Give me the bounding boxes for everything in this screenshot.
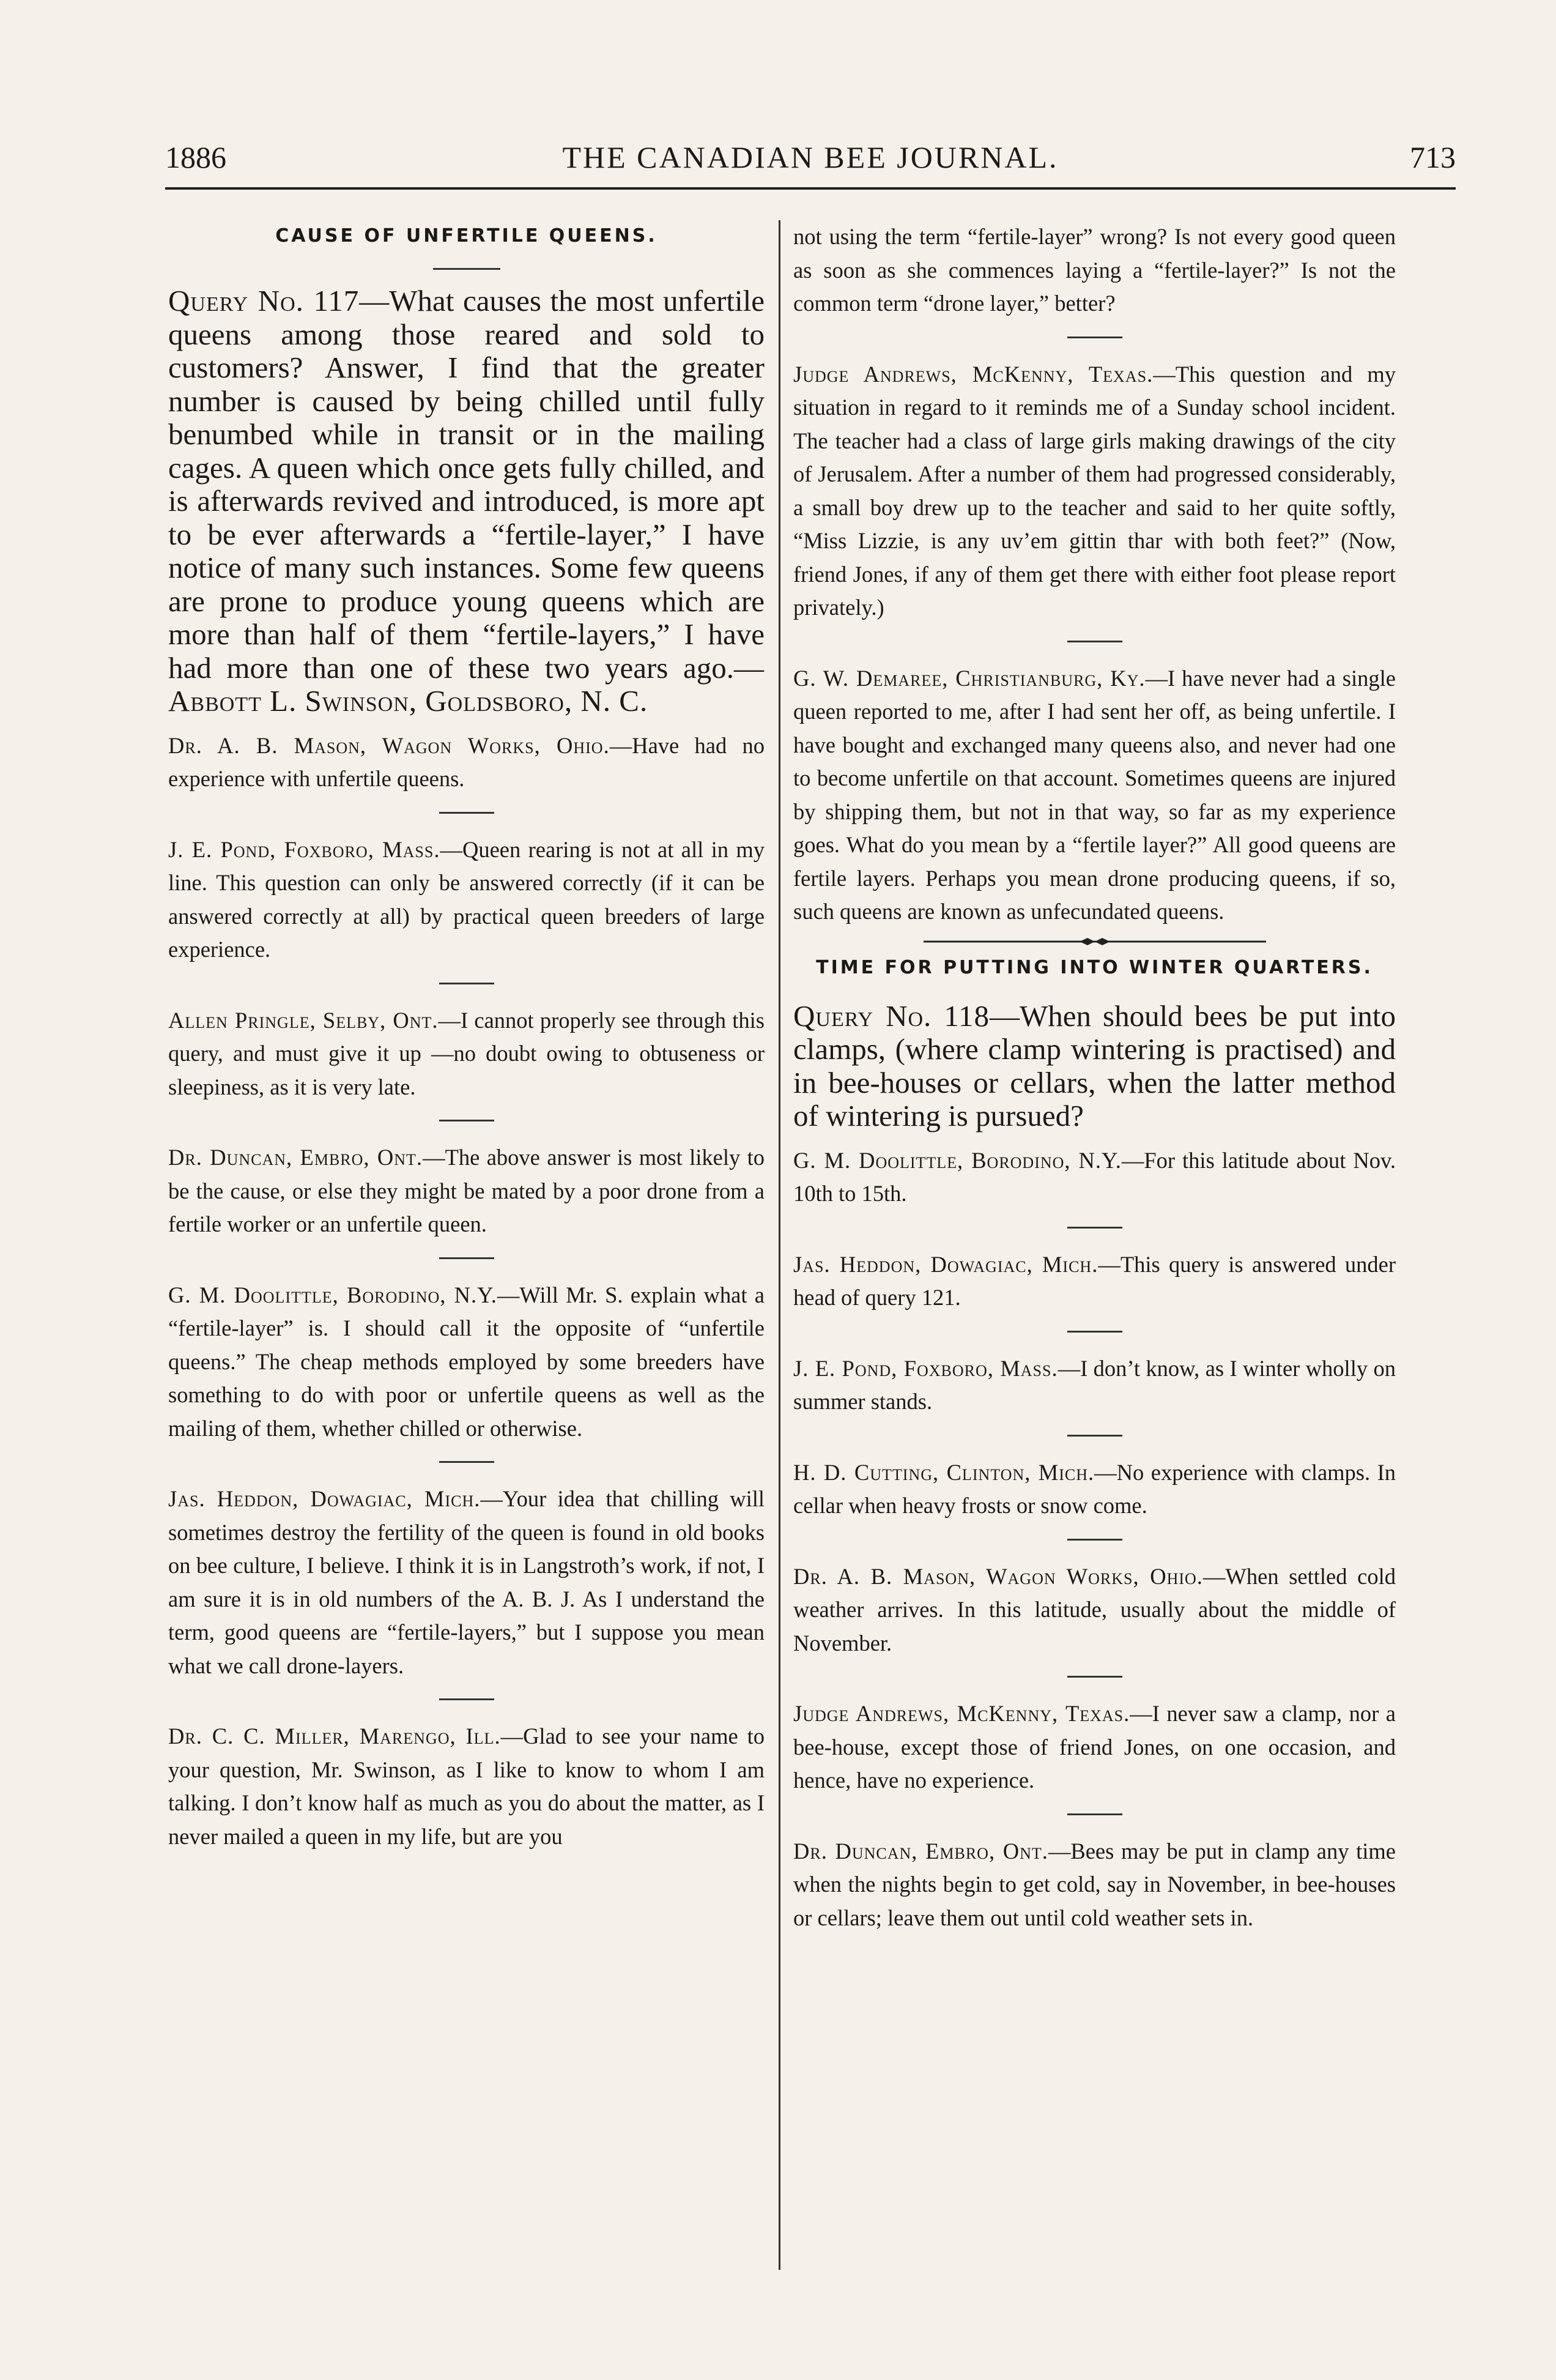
answer-text: —This query is answered under head of query 121. — [793, 1251, 1396, 1310]
answer-author: J. E. Pond, Foxboro, Mass. — [793, 1355, 1058, 1381]
query-label: Query No. 117 — [168, 284, 360, 318]
answer-andrews-117 — [793, 358, 1396, 625]
answer-author: G. M. Doolittle, Borodino, N.Y. — [168, 1282, 497, 1307]
journal-title: THE CANADIAN BEE JOURNAL. — [562, 140, 1059, 174]
query-text: —What causes the most unfertile queens among those reared and sold to customers? Answer, I find that the greater number is caused by being chilled until fully benumbed while in transit or in the mailing cages. A queen which once gets fully chilled, and is afterwards revived and introduced, is more apt to be ever afterwards a “fertile-layer,” I have notice of many such instances. Some few queens are prone to produce young queens which are more than half of them “fertile-layers,” I have had more than one of these two years ago. — [168, 284, 765, 685]
answer-author: Jas. Heddon, Dowagiac, Mich. — [793, 1251, 1098, 1277]
answer-text: —Queen rearing is not at all in my line. This question can only be answered correctly (if it can be answered correctly at all) by practical queen breeders of large experience. — [168, 836, 765, 962]
separator-rule — [1067, 1227, 1122, 1229]
separator-rule — [439, 1120, 494, 1121]
separator-rule — [1067, 1676, 1122, 1678]
separator-rule — [439, 1257, 494, 1259]
answer-duncan-118 — [793, 1835, 1396, 1935]
answer-pond — [168, 833, 765, 967]
answer-author: Dr. A. B. Mason, Wagon Works, Ohio. — [793, 1563, 1203, 1589]
answer-text: —I don’t know, as I winter wholly on summer stands. — [793, 1355, 1396, 1414]
answer-author: Dr. C. C. Miller, Marengo, Ill. — [168, 1724, 501, 1749]
answer-andrews-118 — [793, 1697, 1396, 1798]
answer-duncan — [168, 1141, 765, 1241]
answer-pond-118 — [793, 1352, 1396, 1419]
separator-rule — [1067, 1331, 1122, 1333]
separator-rule — [1067, 1435, 1122, 1437]
column-divider — [779, 220, 780, 2270]
answer-text: —For this latitude about Nov. 10th to 15th. — [793, 1147, 1396, 1206]
answer-text: —The above answer is most likely to be the cause, or else they might be mated by a poor drone from a fertile worker or an unfertile queen. — [168, 1145, 765, 1236]
answer-text: —Glad to see your name to your question, Mr. Swinson, as I like to know to whom I am talking. I don’t know half as much as you do about the matter, as I never mailed a queen in my life, but are you — [168, 1724, 765, 1849]
answer-author: Dr. Duncan, Embro, Ont. — [168, 1145, 423, 1170]
separator-rule — [1067, 1539, 1122, 1541]
page-number: 713 — [1410, 140, 1456, 174]
answer-author: Judge Andrews, McKenny, Texas. — [793, 1701, 1130, 1726]
header-year: 1886 — [165, 140, 226, 174]
answer-author: Allen Pringle, Selby, Ont. — [168, 1007, 439, 1033]
answer-doolittle — [168, 1279, 765, 1446]
answer-author: Judge Andrews, McKenny, Texas. — [793, 361, 1154, 387]
miller-continuation: not using the term “fertile-layer” wrong? Is not every good queen as soon as she commences laying a “fertile-layer?” Is not the common term “drone layer,” better? — [793, 224, 1396, 316]
separator-rule — [439, 983, 494, 984]
query-signature: —Abbott L. Swinson, Goldsboro, N. C. — [168, 650, 765, 718]
answer-author: G. W. Demaree, Christianburg, Ky. — [793, 665, 1146, 691]
answer-heddon — [168, 1482, 765, 1683]
answer-text: —No experience with clamps. In cellar when heavy frosts or snow come. — [793, 1459, 1396, 1518]
answer-author: Jas. Heddon, Dowagiac, Mich. — [168, 1486, 481, 1511]
query-118 — [793, 1000, 1396, 1133]
answer-author: Dr. Duncan, Embro, Ont. — [793, 1838, 1048, 1864]
section-title-unfertile-queens: CAUSE OF UNFERTILE QUEENS. — [275, 225, 658, 247]
answer-text: —Will Mr. S. explain what a “fertile-layer” is. I should call it the opposite of “unfertile queens.” The cheap methods employed by some breeders have something to do with poor or unfertile queens as well as the mailing of them, whether chilled or otherwise. — [168, 1282, 765, 1441]
answer-demaree — [793, 662, 1396, 929]
answer-miller — [168, 1720, 765, 1853]
answer-text: —I never saw a clamp, nor a bee-house, except those of friend Jones, on one occasion, and hence, have no experience. — [793, 1701, 1396, 1793]
answer-text: —Have had no experience with unfertile queens. — [168, 732, 765, 791]
answer-text: —This question and my situation in regard to it reminds me of a Sunday school incident. The teacher had a class of large girls making drawings of the city of Jerusalem. After a number of them had progressed considerably, a small boy drew up to the teacher and said to her quite softly, “Miss Lizzie, is any uv’em gittin thar with both feet?” (Now, friend Jones, if any of them get there with either foot please report privately.) — [793, 361, 1396, 620]
query-117 — [168, 284, 765, 718]
answer-text: —When settled cold weather arrives. In this latitude, usually about the middle of November. — [793, 1563, 1396, 1656]
left-column — [168, 208, 765, 1853]
query-text: —When should bees be put into clamps, (where clamp wintering is practised) and in bee-houses or cellars, when the latter method of wintering is pursued? — [793, 998, 1396, 1132]
separator-rule — [439, 812, 494, 814]
separator-rule — [1067, 641, 1122, 642]
running-head — [165, 139, 1456, 182]
right-column — [793, 208, 1396, 1935]
answer-mason-118 — [793, 1560, 1396, 1660]
separator-rule — [439, 1461, 494, 1463]
separator-rule — [439, 1698, 494, 1700]
answer-text: —I cannot properly see through this query, and must give it up —no doubt owing to obtuseness or sleepiness, as it is very late. — [168, 1007, 765, 1099]
ornamental-rule — [924, 936, 1266, 947]
separator-rule — [1067, 337, 1122, 338]
answer-author: H. D. Cutting, Clinton, Mich. — [793, 1459, 1095, 1485]
answer-cutting-118 — [793, 1456, 1396, 1523]
section-title-winter-quarters: TIME FOR PUTTING INTO WINTER QUARTERS. — [816, 956, 1373, 978]
answer-author: J. E. Pond, Foxboro, Mass. — [168, 836, 440, 862]
answer-mason — [168, 729, 765, 796]
section-rule — [433, 268, 500, 270]
answer-pringle — [168, 1004, 765, 1104]
header-rule — [165, 187, 1456, 190]
answer-text: —I have never had a single queen reported to me, after I had sent her off, as being unfertile. I have bought and exchanged many queens also, and never had one to become unfertile on that account. Sometimes queens are injured by shipping them, but not in that way, so far as my experience goes. What do you mean by a “fertile layer?” All good queens are fertile layers. Perhaps you mean drone producing queens, if so, such queens are known as unfecundated queens. — [793, 665, 1396, 924]
answer-heddon-118 — [793, 1248, 1396, 1315]
separator-rule — [1067, 1813, 1122, 1815]
query-label: Query No. 118 — [793, 998, 990, 1033]
answer-author: Dr. A. B. Mason, Wagon Works, Ohio. — [168, 732, 610, 758]
answer-doolittle-118 — [793, 1144, 1396, 1211]
answer-text: —Bees may be put in clamp any time when the nights begin to get cold, say in November, in bee-houses or cellars; leave them out until cold weather sets in. — [793, 1838, 1396, 1930]
answer-text: —Your idea that chilling will sometimes destroy the fertility of the queen is found in old books on bee culture, I believe. I think it is in Langstroth’s work, if not, I am sure it is in old numbers of the A. B. J. As I understand the term, good queens are “fertile-layers,” but I suppose you mean what we call drone-layers. — [168, 1486, 765, 1678]
answer-author: G. M. Doolittle, Borodino, N.Y. — [793, 1147, 1122, 1173]
